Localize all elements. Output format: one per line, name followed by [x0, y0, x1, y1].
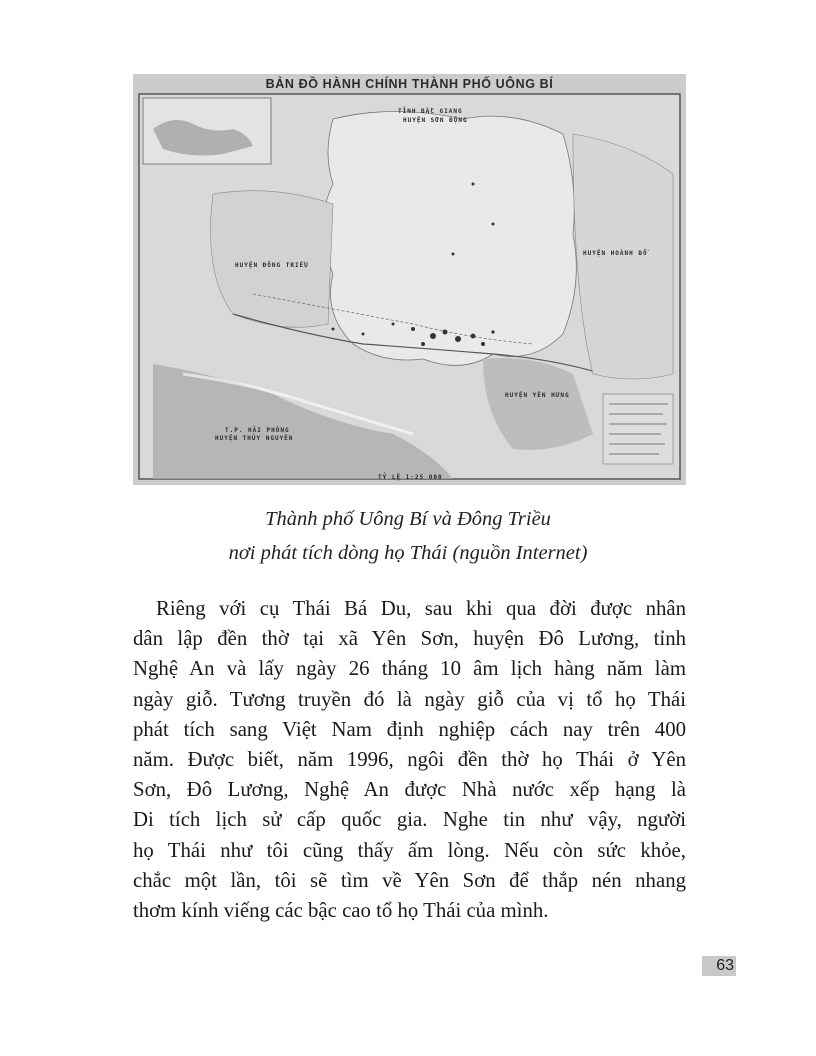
- map-label-son-dong: HUYỆN SƠN ĐỘNG: [403, 117, 468, 124]
- body-line: thơm kính viếng các bậc cao tổ họ Thái của mình.: [133, 898, 549, 922]
- body-line: Nghệ An và lấy ngày 26 tháng 10 âm lịch hàng năm làm: [133, 657, 686, 681]
- body-line: Riêng với cụ Thái Bá Du, sau khi qua đời được nhân: [156, 597, 686, 620]
- map-label-hoanh-bo: HUYỆN HOÀNH BỒ: [583, 250, 648, 257]
- map-label-bac-giang: TỈNH BẮC GIANG: [398, 108, 463, 115]
- body-line: chắc một lần, tôi sẽ tìm về Yên Sơn để thắp nén nhang: [133, 868, 686, 892]
- administrative-map: [133, 74, 686, 485]
- body-line: năm. Được biết, năm 1996, ngôi đền thờ họ Thái ở Yên: [133, 747, 686, 771]
- body-line: phát tích sang Việt Nam định nghiệp cách nay trên 400: [133, 717, 686, 741]
- map-label-dong-trieu: HUYỆN ĐÔNG TRIỀU: [235, 262, 309, 269]
- map-label-yen-hung: HUYỆN YÊN HƯNG: [505, 392, 570, 399]
- body-line: dân lập đền thờ tại xã Yên Sơn, huyện Đô Lương, tỉnh: [133, 627, 686, 651]
- body-line: ngày giỗ. Tương truyền đó là ngày giỗ của vị tổ họ Thái: [133, 687, 686, 711]
- map-scale: TỶ LỆ 1:25 000: [378, 474, 443, 481]
- body-paragraph: [133, 594, 686, 926]
- body-line: họ Thái như tôi cũng thấy ấm lòng. Nếu còn sức khỏe,: [133, 838, 686, 862]
- body-line: Di tích lịch sử cấp quốc gia. Nghe tin như vậy, người: [133, 808, 686, 832]
- caption-line-1: Thành phố Uông Bí và Đông Triều: [265, 508, 551, 530]
- map-label-hai-phong: T.P. HẢI PHÒNG: [225, 427, 290, 434]
- caption-line-2: nơi phát tích dòng họ Thái (nguồn Internet): [228, 542, 588, 564]
- page-number: 63: [702, 956, 736, 976]
- map-label-thuy-nguyen: HUYỆN THỦY NGUYÊN: [215, 435, 294, 442]
- body-line: Sơn, Đô Lương, Nghệ An được Nhà nước xếp hạng là: [133, 778, 686, 802]
- map-title: BẢN ĐỒ HÀNH CHÍNH THÀNH PHỐ UÔNG BÍ: [265, 77, 554, 91]
- map-graphic: [133, 74, 686, 485]
